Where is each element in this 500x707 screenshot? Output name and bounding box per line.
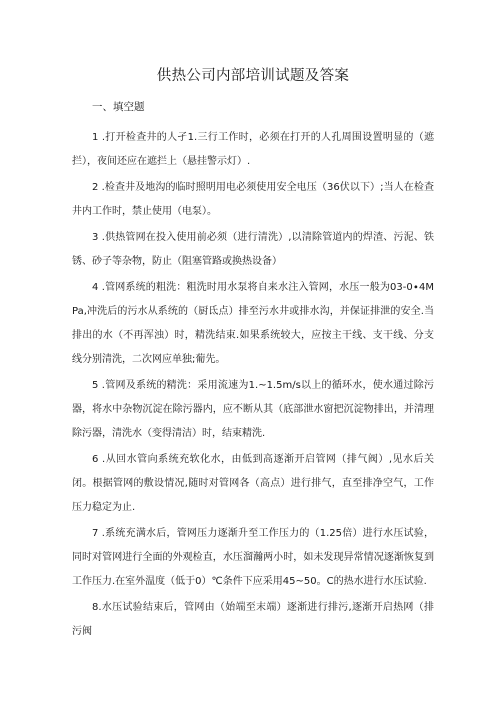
document-title: 供热公司内部培训试题及答案 [156,68,350,84]
paragraph-4: 4 .管网系统的粗洗：粗洗时用水泵将自来水注入管网，水压一般为03-0∙4MPa,冲洗后的污水从系统的（厨氐点）排至污水井或排水沟，并保证排泄的安全.当排出的水（不再浑浊）时，精洗结束.如果系统较大，应按主干线、支干线、分支线分别清洗，二次网应单独;葡先。 [72,282,434,365]
paragraph-5: 5 .管网及系统的精洗：采用流速为1.~1.5m∕s以上的循环水，使水通过除污器，将水中杂物沉淀在除污器内，应不断从其（底部泄水窗把沉淀物排出，并清理除污器，清洗水（变得清洁）时，结束精洗. [72,380,434,439]
paragraph-2: 2 .检查井及地沟的临时照明用电必须使用安全电压（36伏以下）;当人在检查井内工作时，禁止使用（电泵）。 [72,182,434,217]
section-heading: 一、填空题 [92,101,145,113]
paragraph-8: 8.水压试验结束后，管网由（始端至末端）逐渐进行排污,逐渐开启热网（排污阀 [72,602,434,637]
paragraph-3: 3 .供热管网在投入使用前必须（进行清洗）,以清除管道内的焊渣、污泥、铁锈、砂子等杂物，防止（阻塞管路或换热设备） [72,232,434,267]
paragraph-7: 7 .系统充满水后，管网压力逐渐升至工作压力的（1.25倍）进行水压试验，同时对管网进行全面的外观检直，水压溜瀚两小时，如未发现异常情况逐渐恢复到工作压力.在室外温度（低于0）℃条件下应采用45~50。C的热水进行水压试验. [72,528,434,587]
paragraph-1: 1 .打开检查井的人孑1.三行工作时，必须在打开的人孔周围设置明显的（遮拦），夜间还应在遮拦上（悬挂警示灯）. [72,132,434,167]
paragraph-6: 6 .从回水管向系统充软化水，由低到高逐渐开启管网（排气阀）,见水后关闭。根据管网的敷设情况,随时对管网各（高点）进行排气，直至排净空气，工作压力稳定为止. [72,454,434,513]
